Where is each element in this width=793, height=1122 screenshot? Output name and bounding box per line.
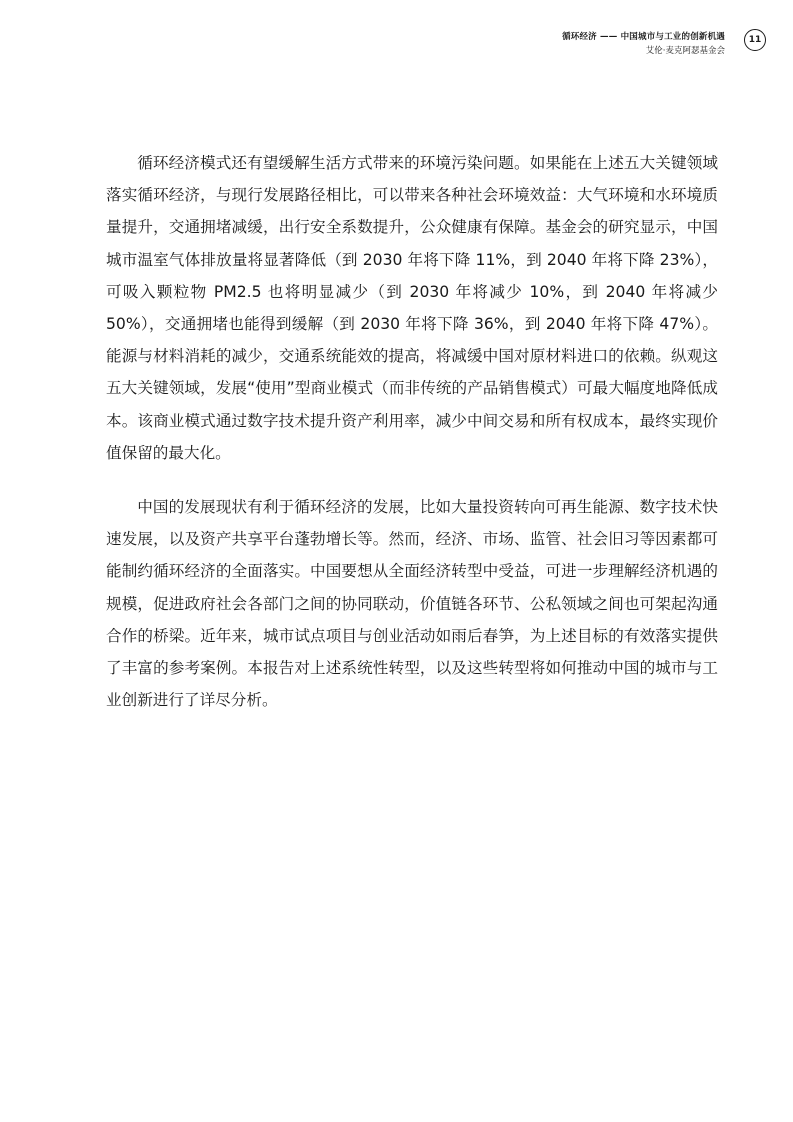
organization-name: 艾伦·麦克阿瑟基金会	[645, 46, 725, 56]
body-paragraph: 中国的发展现状有利于循环经济的发展，比如大量投资转向可再生能源、数字技术快速发展，以及资产共享平台蓬勃增长等。然而，经济、市场、监管、社会旧习等因素都可能制约循环经济的全面落实。中国要想从全面经济转型中受益，可进一步理解经济机遇的规模，促进政府社会各部门之间的协同联动，价值链各环节、公私领域之间也可架起沟通合作的桥梁。近年来，城市试点项目与创业活动如雨后春笋，为上述目标的有效落实提供了丰富的参考案例。本报告对上述系统性转型，以及这些转型将如何推动中国的城市与工业创新进行了详尽分析。	[106, 498, 718, 710]
running-header	[562, 30, 725, 58]
body-content	[106, 147, 718, 738]
report-title: 循环经济 —— 中国城市与工业的创新机遇	[562, 32, 725, 42]
body-paragraph: 循环经济模式还有望缓解生活方式带来的环境污染问题。如果能在上述五大关键领域落实循环经济，与现行发展路径相比，可以带来各种社会环境效益：大气环境和水环境质量提升，交通拥堵减缓，出行安全系数提升，公众健康有保障。基金会的研究显示，中国城市温室气体排放量将显著降低（到 2030 年将下降 11%，到 2040 年将下降 23%），可吸入颗粒物 PM2.5 也将明显减少（到 2030 年将减少 10%，到 2040 年将减少 50%），交通拥堵也能得到缓解（到 2030 年将下降 36%，到 2040 年将下降 47%）。能源与材料消耗的减少，交通系统能效的提高，将减缓中国对原材料进口的依赖。纵观这五大关键领域，发展“使用”型商业模式（而非传统的产品销售模式）可最大幅度地降低成本。该商业模式通过数字技术提升资产利用率，减少中间交易和所有权成本，最终实现价值保留的最大化。	[106, 154, 718, 462]
page-number-badge: 11	[744, 29, 766, 51]
